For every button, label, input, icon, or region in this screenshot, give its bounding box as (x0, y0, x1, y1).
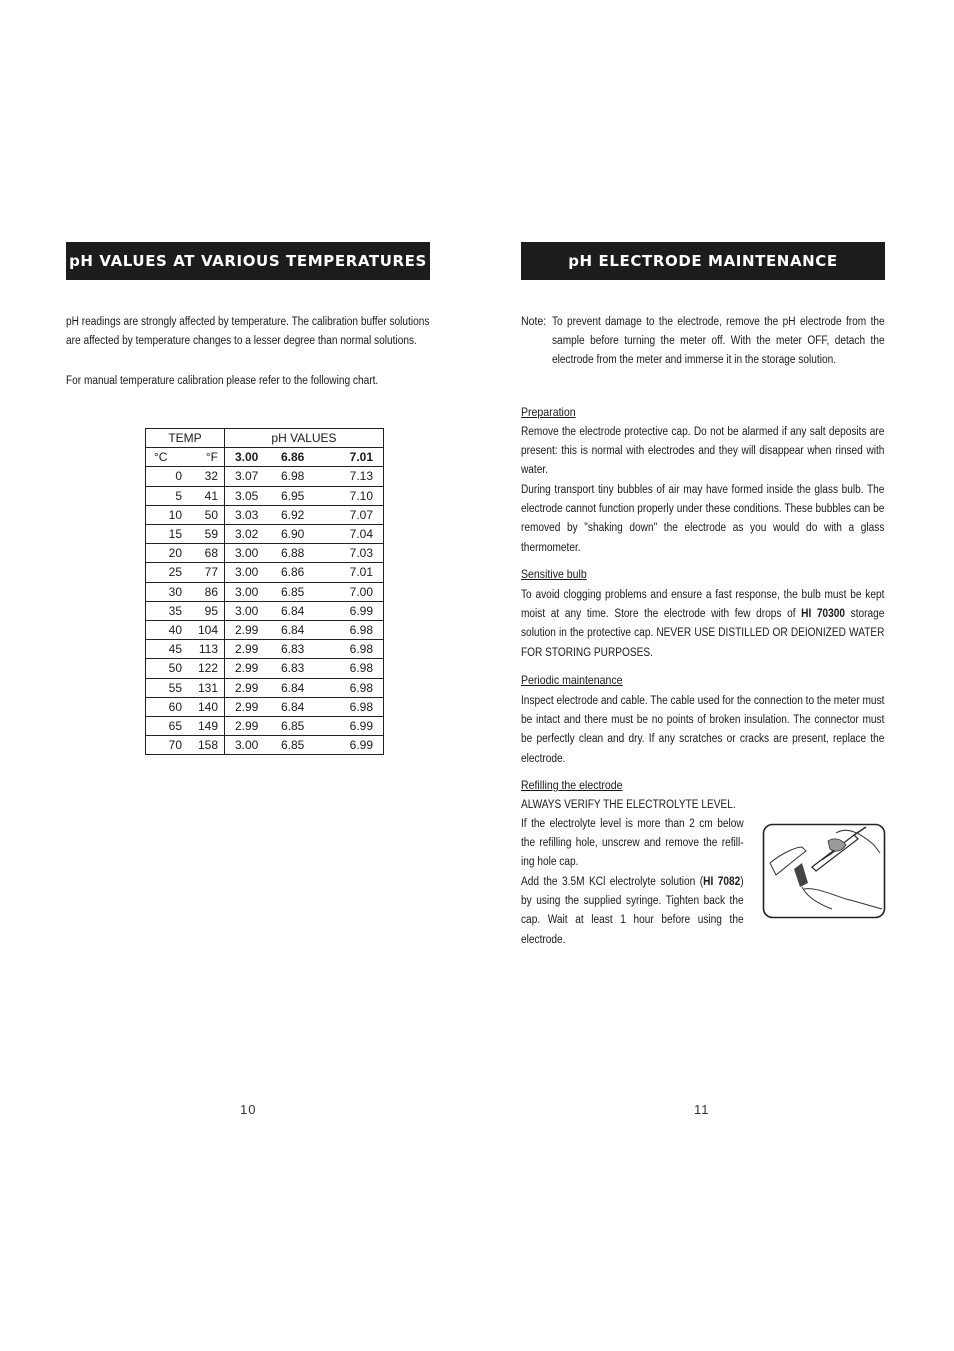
ph-buffer-3-cell: 7.07 (327, 505, 384, 524)
temp-fahrenheit-cell: 68 (188, 544, 225, 563)
ph-buffer-1-cell: 3.00 (225, 582, 282, 601)
ph-buffer-1-cell: 2.99 (225, 659, 282, 678)
temp-celsius-cell: 30 (146, 582, 189, 601)
temp-celsius-cell: 60 (146, 697, 189, 716)
temp-celsius-cell: 25 (146, 563, 189, 582)
ph-buffer-2-cell: 6.84 (281, 678, 327, 697)
temp-fahrenheit-cell: 131 (188, 678, 225, 697)
ph-buffer-3-cell: 6.99 (327, 601, 384, 620)
temp-celsius-cell: 0 (146, 467, 189, 486)
ph-buffer-1-cell: 3.07 (225, 467, 282, 486)
temp-celsius-cell: 20 (146, 544, 189, 563)
refilling-level-text: If the electrolyte level is more than 2 cm below the refilling hole, unscrew and remove the refill-ing hole cap. (521, 818, 744, 869)
ph-buffer-2-cell: 6.90 (281, 525, 327, 544)
table-row (146, 525, 384, 544)
ph-buffer-1-cell: 3.02 (225, 525, 282, 544)
refilling-add-text (521, 873, 744, 950)
temp-fahrenheit-cell: 140 (188, 697, 225, 716)
temp-fahrenheit-cell: 158 (188, 736, 225, 755)
ph-buffer-3-cell: 6.98 (327, 678, 384, 697)
temp-fahrenheit-cell: 86 (188, 582, 225, 601)
temp-fahrenheit-cell: 104 (188, 621, 225, 640)
storage-solution-code: HI 70300 (801, 608, 846, 621)
ph-temperature-table (145, 428, 384, 755)
sensitive-text-start: To avoid clogging problems and ensure a fast response, the bulb must be kept moist at any time. Store the electrode with few drops of (521, 589, 885, 621)
ph-buffer-3-cell: 7.04 (327, 525, 384, 544)
note-label: Note: (521, 314, 547, 328)
ph-buffer-1-cell: 3.00 (225, 563, 282, 582)
temp-celsius-cell: 5 (146, 486, 189, 505)
periodic-maintenance-heading: Periodic maintenance (521, 673, 623, 687)
temp-fahrenheit-cell: 50 (188, 505, 225, 524)
temp-celsius-cell: 15 (146, 525, 189, 544)
table-row (146, 697, 384, 716)
temp-celsius-cell: 10 (146, 505, 189, 524)
ph-buffer-3-cell: 7.00 (327, 582, 384, 601)
table-row (146, 544, 384, 563)
temp-celsius-cell: 55 (146, 678, 189, 697)
ph-buffer-2-cell: 6.88 (281, 544, 327, 563)
periodic-maintenance-text: Inspect electrode and cable. The cable used for the connection to the meter must be intact and there must be no points of broken insulation. The connector must be perfectly clean and dry. If any scratches or cracks are present, replace the electrode. (521, 695, 885, 765)
page-number-left: 10 (240, 1102, 257, 1117)
ph-buffer-2-cell: 6.98 (281, 467, 327, 486)
ph-buffer-1-cell: 2.99 (225, 717, 282, 736)
temp-celsius-cell: 65 (146, 717, 189, 736)
buffer-header-3: 7.01 (327, 448, 384, 467)
ph-buffer-3-cell: 6.98 (327, 697, 384, 716)
left-page-title: pH VALUES AT VARIOUS TEMPERATURES (66, 242, 430, 280)
ph-buffer-2-cell: 6.84 (281, 601, 327, 620)
ph-buffer-2-cell: 6.95 (281, 486, 327, 505)
table-row (146, 563, 384, 582)
table-row (146, 678, 384, 697)
ph-values-header: pH VALUES (225, 429, 384, 448)
temp-celsius-cell: 40 (146, 621, 189, 640)
preparation-text-2: During transport tiny bubbles of air may have formed inside the glass bulb. The electrode cannot function properly under these conditions. These bubbles can be removed by "shaking down" the electrode as you would do with a glass thermometer. (521, 484, 885, 554)
table-row (146, 601, 384, 620)
ph-buffer-3-cell: 6.98 (327, 659, 384, 678)
ph-buffer-3-cell: 6.98 (327, 621, 384, 640)
table-row (146, 640, 384, 659)
ph-buffer-3-cell: 6.98 (327, 640, 384, 659)
ph-buffer-2-cell: 6.92 (281, 505, 327, 524)
table-row (146, 486, 384, 505)
table-row (146, 621, 384, 640)
refill-text-end: ) by using the supplied syringe. Tighten back the cap. Wait at least 1 hour before using the electrode. (521, 876, 744, 946)
sensitive-bulb-heading: Sensitive bulb (521, 567, 587, 581)
table-row (146, 505, 384, 524)
ph-buffer-2-cell: 6.85 (281, 582, 327, 601)
fahrenheit-unit: °F (188, 448, 225, 467)
intro-paragraph: pH readings are strongly affected by temperature. The calibration buffer solutions are affected by temperature changes to a lesser degree than normal solutions. (66, 316, 430, 348)
temp-celsius-cell: 50 (146, 659, 189, 678)
temp-fahrenheit-cell: 77 (188, 563, 225, 582)
ph-buffer-1-cell: 2.99 (225, 621, 282, 640)
buffer-header-1: 3.00 (225, 448, 282, 467)
table-row (146, 736, 384, 755)
electrolyte-code: HI 7082 (703, 876, 741, 888)
temp-fahrenheit-cell: 95 (188, 601, 225, 620)
preparation-heading: Preparation (521, 405, 576, 419)
table-row (146, 467, 384, 486)
refilling-verify-text: ALWAYS VERIFY THE ELECTROLYTE LEVEL. (521, 799, 736, 811)
ph-buffer-2-cell: 6.83 (281, 640, 327, 659)
ph-buffer-2-cell: 6.84 (281, 621, 327, 640)
preparation-text-1: Remove the electrode protective cap. Do not be alarmed if any salt deposits are present: this is normal with electrodes and they will disappear when rinsed with water. (521, 426, 885, 477)
buffer-header-2: 6.86 (281, 448, 327, 467)
ph-buffer-1-cell: 2.99 (225, 678, 282, 697)
ph-buffer-2-cell: 6.84 (281, 697, 327, 716)
table-row (146, 582, 384, 601)
refill-text-start: Add the 3.5M KCl electrolyte solution ( (521, 876, 704, 888)
ph-buffer-3-cell: 6.99 (327, 736, 384, 755)
ph-buffer-3-cell: 7.03 (327, 544, 384, 563)
refilling-heading: Refilling the electrode (521, 778, 623, 792)
ph-buffer-2-cell: 6.85 (281, 717, 327, 736)
ph-buffer-3-cell: 7.13 (327, 467, 384, 486)
temp-fahrenheit-cell: 149 (188, 717, 225, 736)
ph-buffer-1-cell: 3.05 (225, 486, 282, 505)
temp-fahrenheit-cell: 32 (188, 467, 225, 486)
celsius-unit: °C (146, 448, 189, 467)
table-row (146, 659, 384, 678)
sensitive-text-end: storage solution in the protective cap. NEVER USE DISTILLED OR DEIONIZED WATER FOR STORING PURPOSES. (521, 608, 885, 659)
temp-celsius-cell: 45 (146, 640, 189, 659)
ph-buffer-1-cell: 3.03 (225, 505, 282, 524)
temp-celsius-cell: 70 (146, 736, 189, 755)
temp-fahrenheit-cell: 59 (188, 525, 225, 544)
temp-fahrenheit-cell: 122 (188, 659, 225, 678)
ph-buffer-2-cell: 6.85 (281, 736, 327, 755)
ph-buffer-1-cell: 3.00 (225, 736, 282, 755)
ph-buffer-3-cell: 7.10 (327, 486, 384, 505)
note-text: To prevent damage to the electrode, remove the pH electrode from the sample before turning the meter off. With the meter OFF, detach the electrode from the meter and immerse it in the storage solution. (552, 316, 885, 367)
ph-buffer-2-cell: 6.86 (281, 563, 327, 582)
table-row (146, 717, 384, 736)
ph-buffer-1-cell: 2.99 (225, 640, 282, 659)
temp-fahrenheit-cell: 113 (188, 640, 225, 659)
page-number-right: 11 (694, 1102, 710, 1117)
sensitive-bulb-text (521, 586, 884, 663)
ph-buffer-2-cell: 6.83 (281, 659, 327, 678)
ph-buffer-1-cell: 3.00 (225, 601, 282, 620)
temp-celsius-cell: 35 (146, 601, 189, 620)
intro-chart-reference: For manual temperature calibration please refer to the following chart. (66, 375, 379, 387)
ph-buffer-3-cell: 6.99 (327, 717, 384, 736)
temp-fahrenheit-cell: 41 (188, 486, 225, 505)
ph-buffer-1-cell: 3.00 (225, 544, 282, 563)
ph-buffer-3-cell: 7.01 (327, 563, 384, 582)
syringe-refill-illustration-icon (762, 823, 886, 919)
temp-header: TEMP (146, 429, 225, 448)
ph-buffer-1-cell: 2.99 (225, 697, 282, 716)
right-page-title: pH ELECTRODE MAINTENANCE (521, 242, 885, 280)
